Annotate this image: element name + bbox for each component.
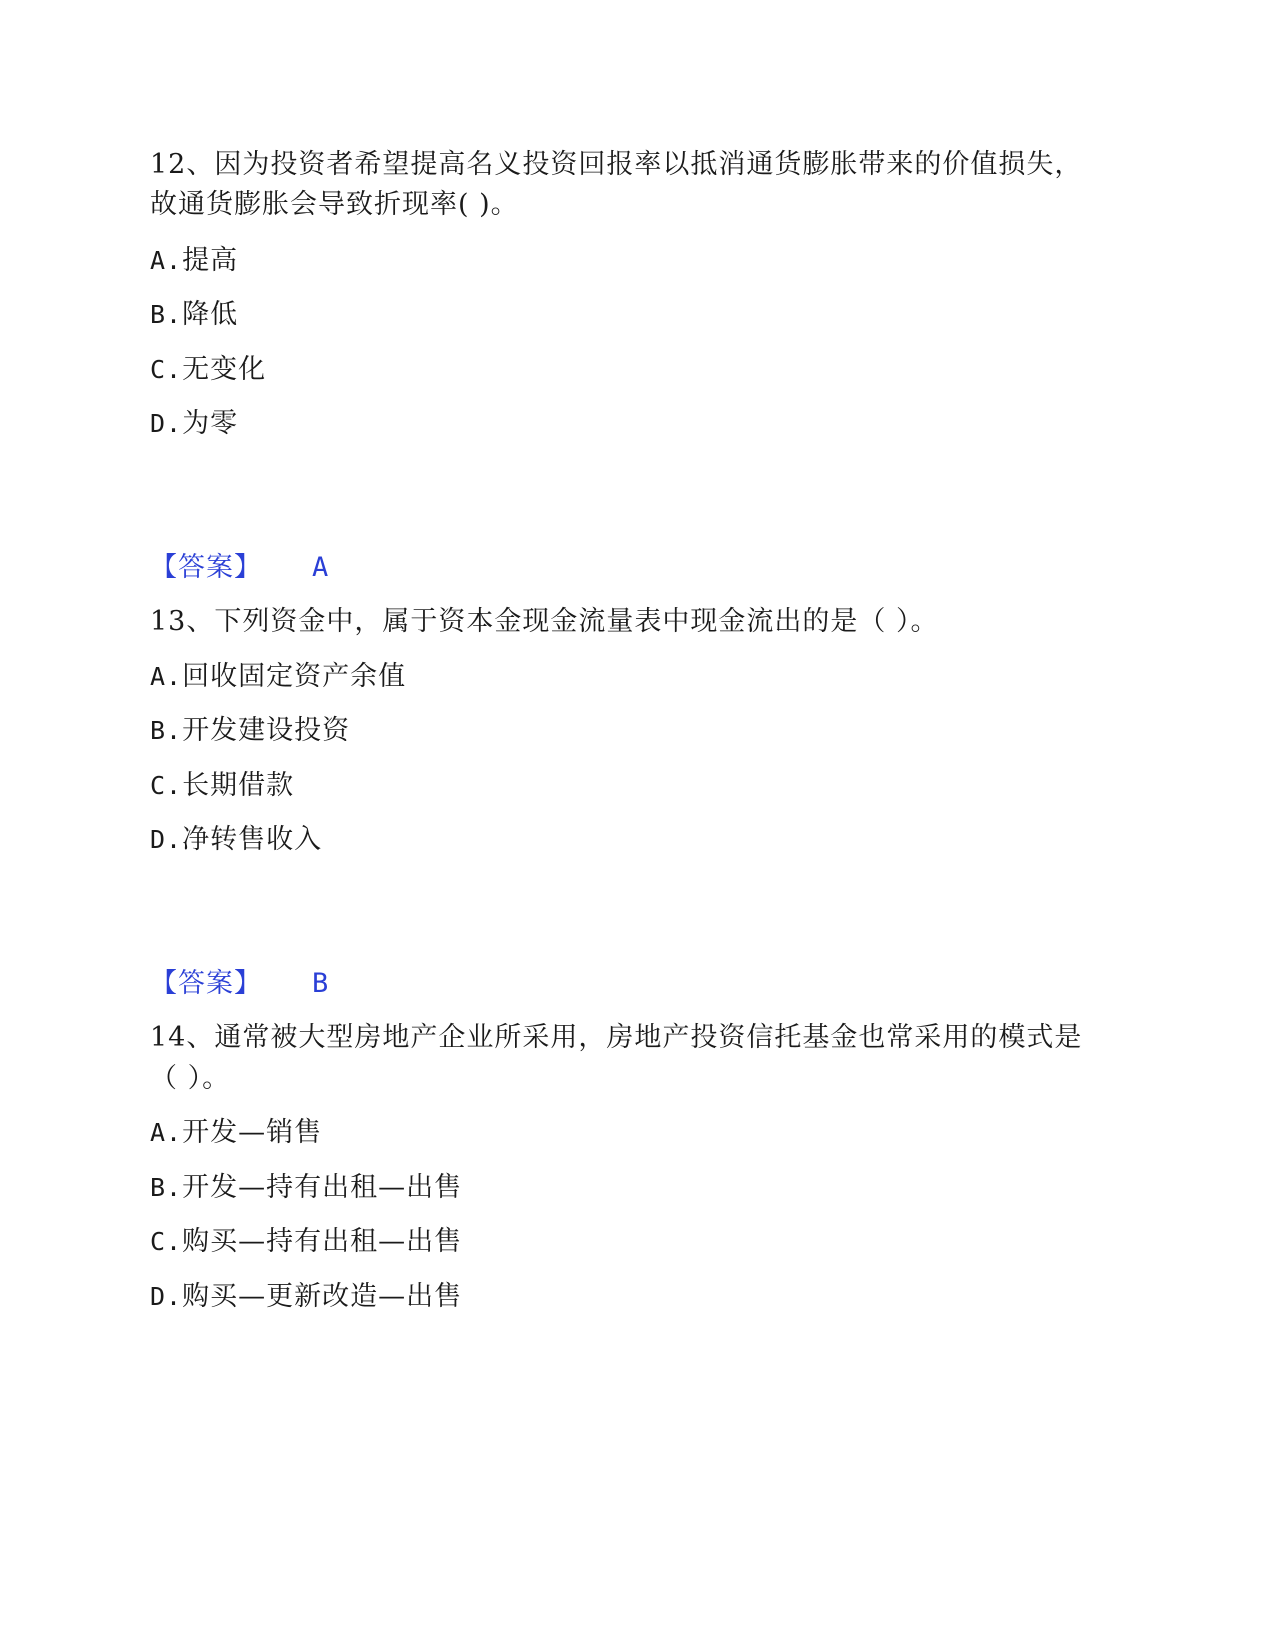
question-12-stem-line-2: 故通货膨胀会导致折现率( )。 [150,189,519,220]
option-letter: B. [150,300,183,329]
question-14-stem-line-1: 14、通常被大型房地产企业所采用，房地产投资信托基金也常采用的模式是 [150,1022,1083,1053]
option-text: 提高 [182,245,239,276]
question-13-stem-line-1: 13、下列资金中，属于资本金现金流量表中现金流出的是（ ）。 [150,606,939,637]
option-letter: A. [150,246,183,275]
question-13-option-d [150,822,322,858]
question-14-stem-line-2: （ ）。 [150,1063,231,1094]
question-13-option-a [150,659,406,695]
option-text: 降低 [182,299,239,330]
option-text: 净转售收入 [182,824,323,855]
answer-label: 【答案】 [150,968,262,999]
question-12-answer [150,550,329,586]
option-letter: A. [150,1118,183,1147]
option-text: 购买—更新改造—出售 [182,1281,463,1312]
option-text: 开发—持有出租—出售 [182,1172,463,1203]
answer-label: 【答案】 [150,552,262,583]
question-12-option-d [150,406,238,442]
option-text: 购买—持有出租—出售 [182,1226,463,1257]
option-text: 为零 [182,408,239,439]
option-letter: C. [150,771,183,800]
option-text: 无变化 [182,354,267,385]
answer-value: B [312,968,330,999]
option-text: 回收固定资产余值 [182,661,407,692]
option-text: 开发建设投资 [182,715,351,746]
option-letter: D. [150,409,183,438]
question-14-option-b [150,1170,462,1206]
question-12-option-a [150,243,238,279]
question-14-option-c [150,1224,462,1260]
option-letter: A. [150,662,183,691]
option-text: 开发—销售 [182,1117,323,1148]
option-letter: C. [150,1227,183,1256]
option-letter: C. [150,355,183,384]
answer-value: A [312,552,330,583]
question-13-answer [150,966,329,1002]
question-14-option-a [150,1115,322,1151]
question-12-option-b [150,297,238,333]
question-14-option-d [150,1279,462,1315]
option-letter: D. [150,825,183,854]
option-letter: B. [150,716,183,745]
question-13-option-b [150,713,350,749]
question-13-option-c [150,768,294,804]
question-12-stem-line-1: 12、因为投资者希望提高名义投资回报率以抵消通货膨胀带来的价值损失， [150,149,1083,180]
option-letter: B. [150,1173,183,1202]
question-12-option-c [150,352,266,388]
option-text: 长期借款 [182,770,295,801]
option-letter: D. [150,1282,183,1311]
